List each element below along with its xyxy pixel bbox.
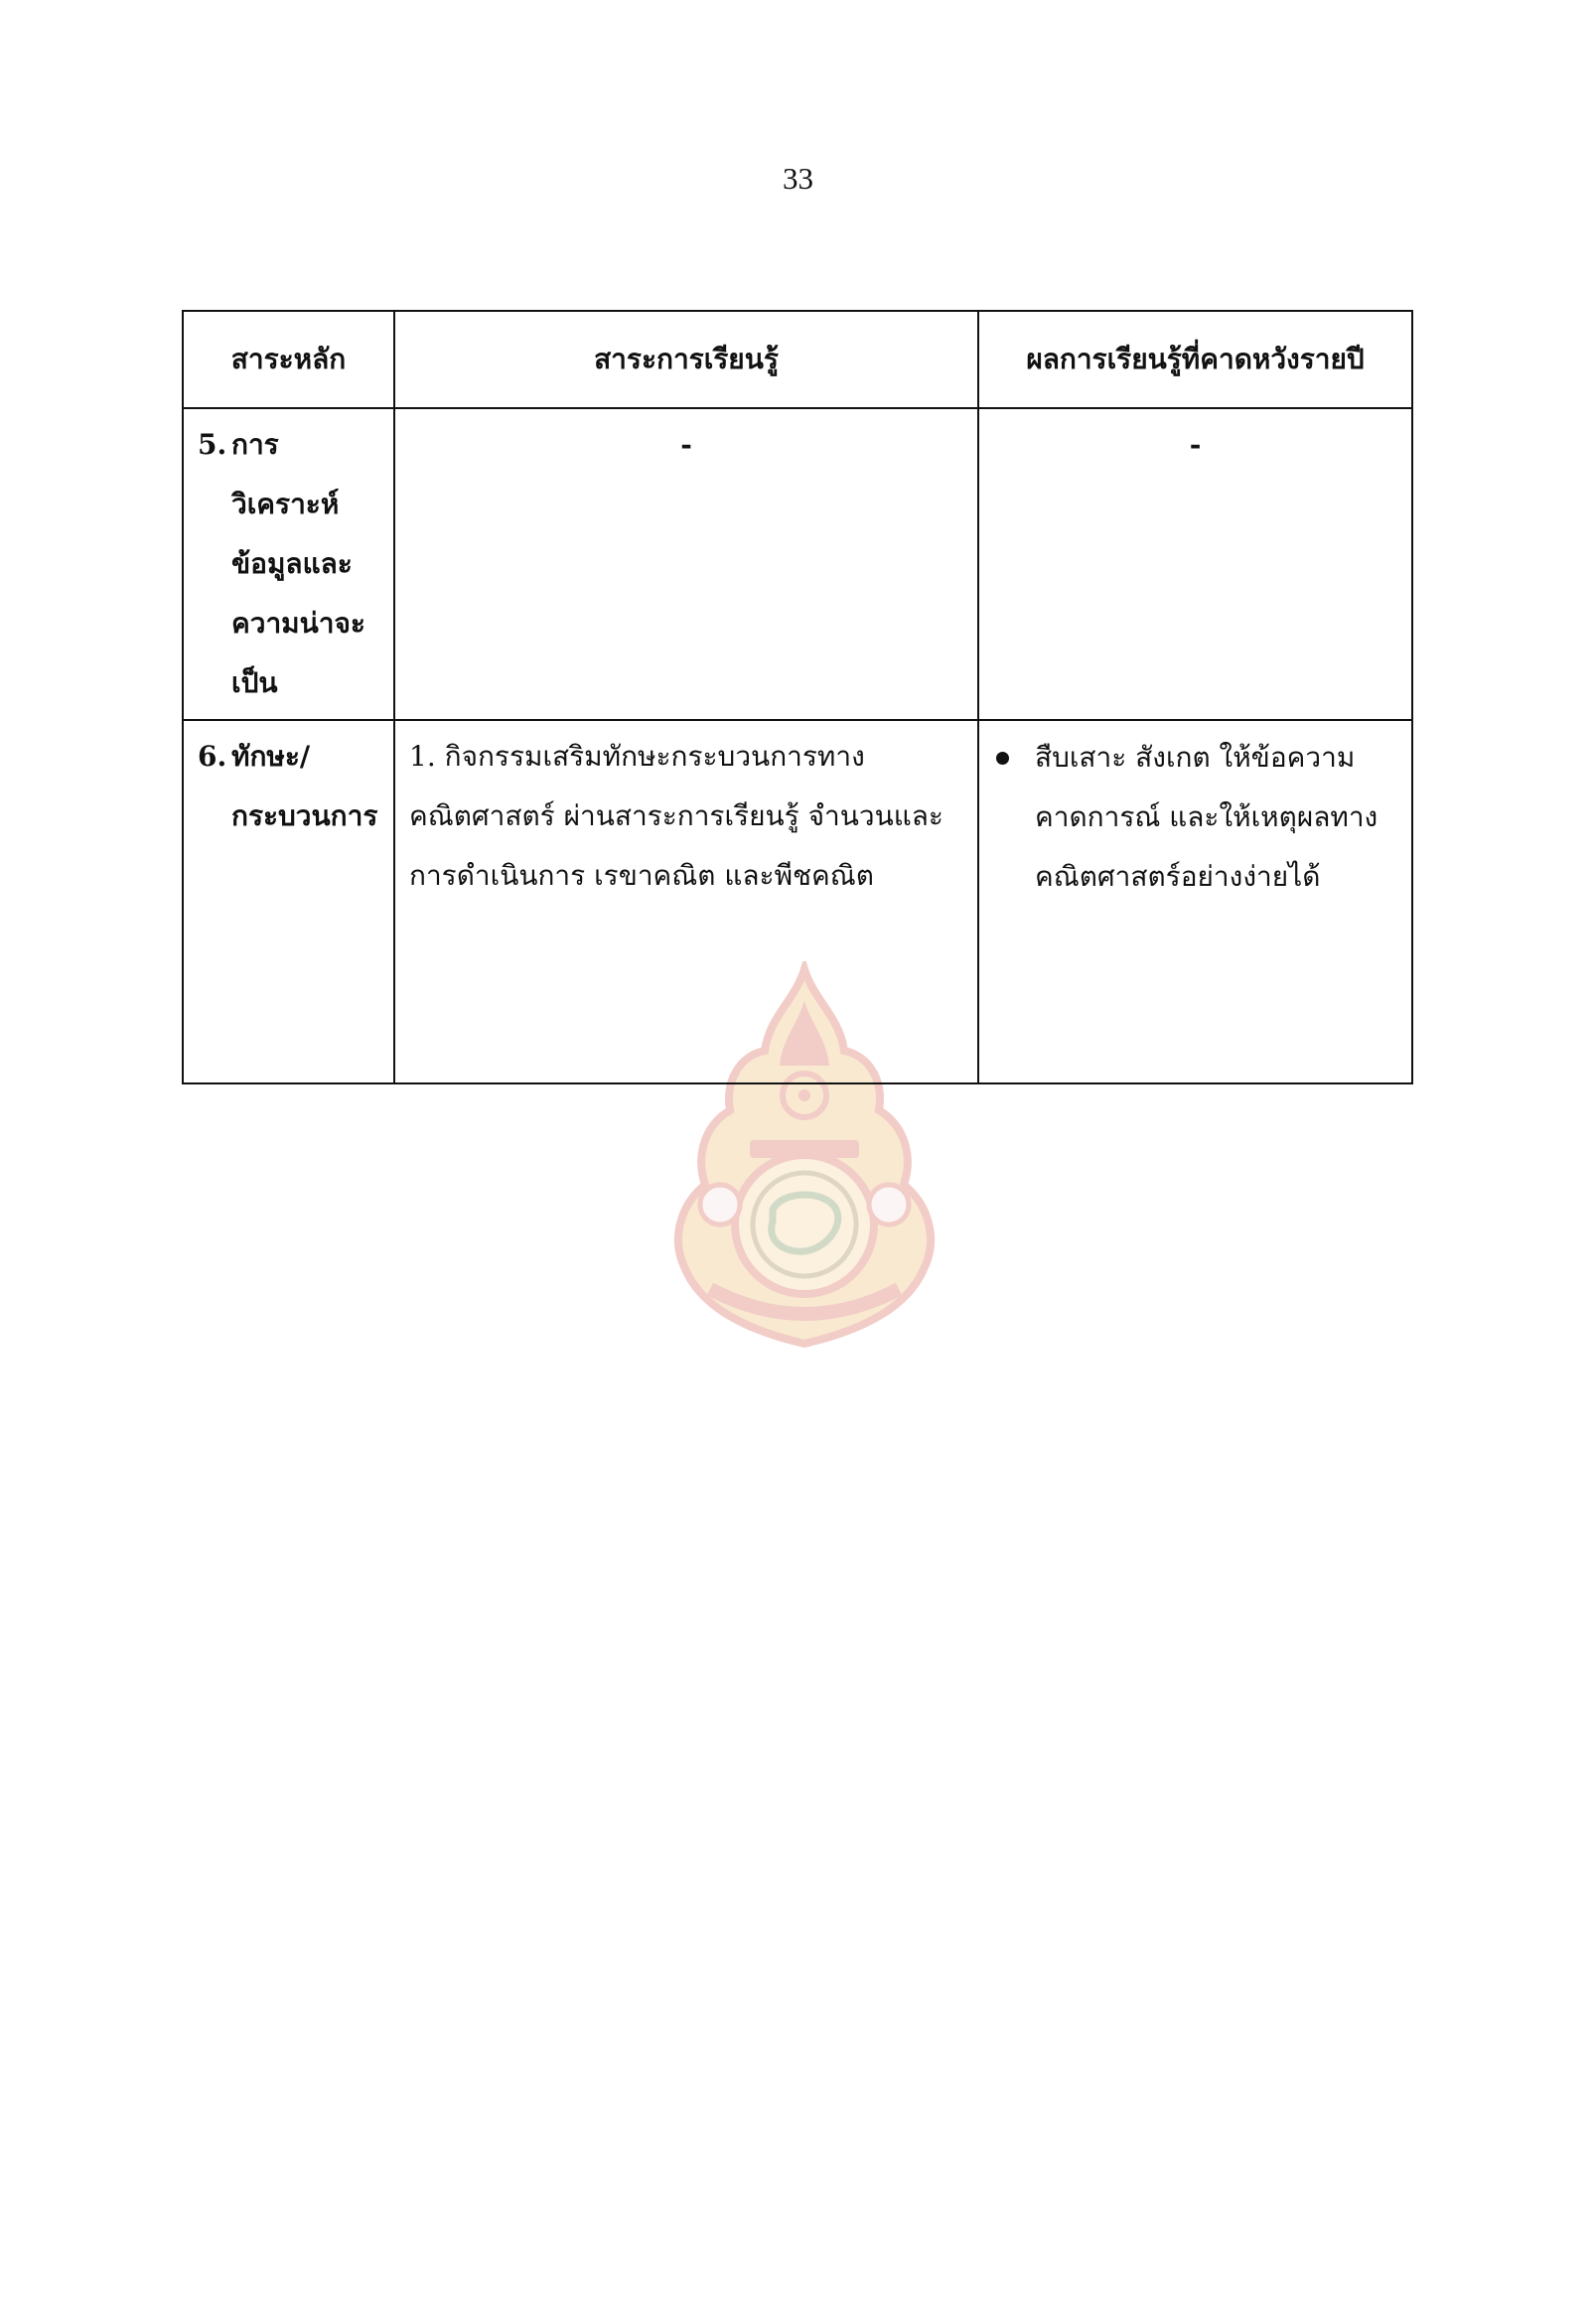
content-cell: - (394, 408, 978, 720)
header-learning-content: สาระการเรียนรู้ (394, 311, 978, 408)
page-number: 33 (783, 161, 813, 196)
outcome-bullet-item (980, 722, 1410, 913)
header-expected-outcome: ผลการเรียนรู้ที่คาดหวังรายปี (978, 311, 1412, 408)
header-main-topic: สาระหลัก (183, 311, 394, 408)
curriculum-table (182, 310, 1413, 1084)
topic-number: 5. (198, 428, 227, 461)
topic-number: 6. (198, 740, 227, 773)
outcome-cell (978, 720, 1412, 1083)
topic-text: ทักษะ/กระบวนการ (231, 740, 378, 832)
outcome-text: สืบเสาะ สังเกต ให้ข้อความคาดการณ์ และให้เหตุผลทางคณิตศาสตร์อย่างง่ายได้ (1035, 741, 1378, 893)
table-row (183, 720, 1412, 1083)
topic-text: การวิเคราะห์ข้อมูลและความน่าจะเป็น (231, 428, 365, 699)
table-header-row (183, 311, 1412, 408)
bullet-icon (996, 752, 1009, 765)
content-cell: 1. กิจกรรมเสริมทักษะกระบวนการทางคณิตศาสตร์ ผ่านสาระการเรียนรู้ จำนวนและการดำเนินการ เรขาคณิต และพีชคณิต (394, 720, 978, 1083)
table-row (183, 408, 1412, 720)
outcome-cell: - (978, 408, 1412, 720)
topic-cell (183, 720, 394, 1083)
topic-cell (183, 408, 394, 720)
